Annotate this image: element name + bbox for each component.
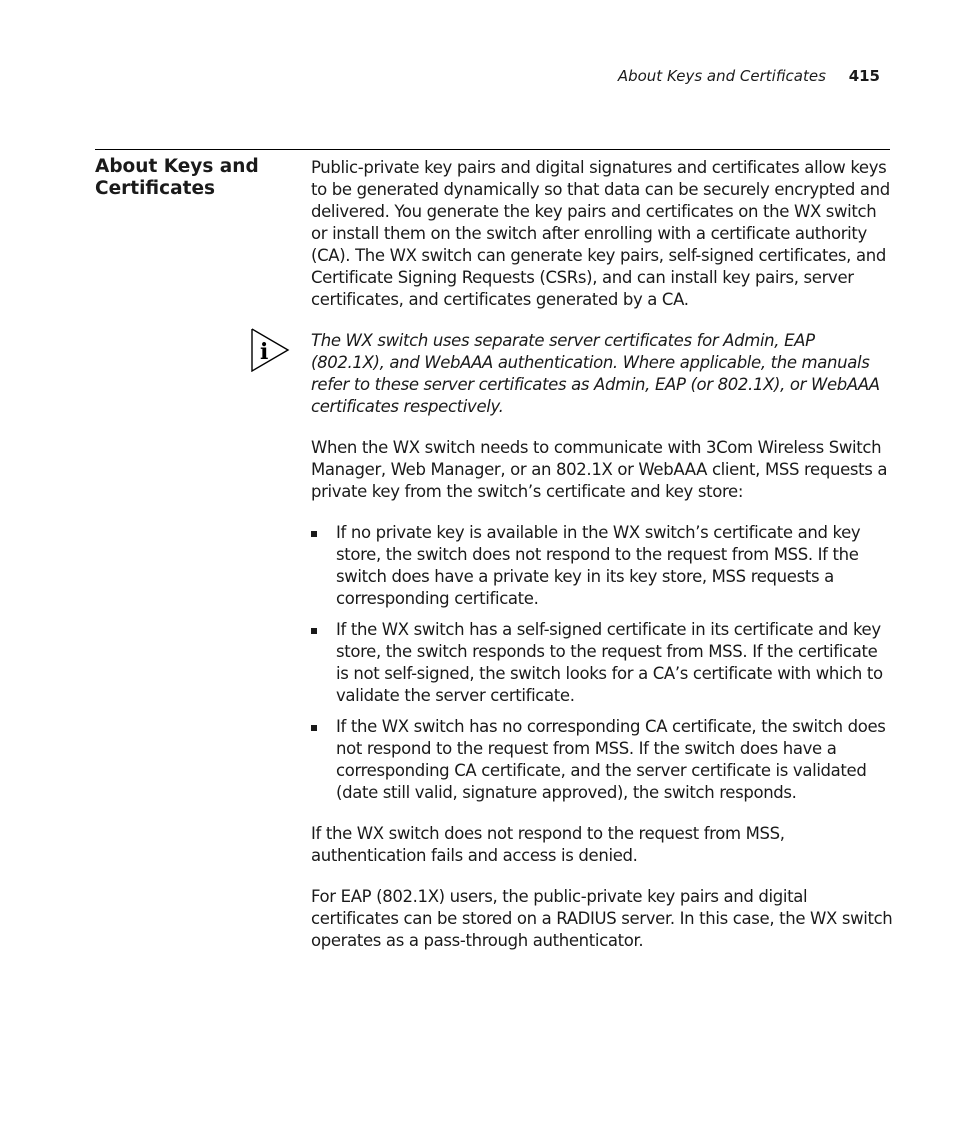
- list-item-text: If no private key is available in the WX switch’s certificate and key store, the switch does not respond to the request from MSS. If the switch does have a private key in its key store, MSS requests a corresponding certificate.: [336, 523, 861, 608]
- list-item: [311, 619, 893, 707]
- section-rule: [95, 149, 890, 150]
- failure-paragraph: If the WX switch does not respond to the request from MSS, authentication fails and access is denied.: [311, 824, 785, 865]
- request-paragraph: When the WX switch needs to communicate with 3Com Wireless Switch Manager, Web Manager, or an 802.1X or WebAAA client, MSS requests a private key from the switch’s certificate and key store:: [311, 438, 888, 501]
- bullet-list: [311, 522, 893, 804]
- bullet-square-icon: [311, 725, 317, 731]
- intro-paragraph: Public-private key pairs and digital signatures and certificates allow keys to be generated dynamically so that data can be securely encrypted and delivered. You generate the key pairs and certificates on the WX switch or install them on the switch after enrolling with a certificate authority (CA). The WX switch can generate key pairs, self-signed certificates, and Certificate Signing Requests (CSRs), and can install key pairs, server certificates, and certificates generated by a CA.: [311, 158, 890, 309]
- svg-text:i: i: [260, 339, 269, 365]
- section-body: [260, 157, 893, 971]
- eap-paragraph: For EAP (802.1X) users, the public-private key pairs and digital certificates can be stored on a RADIUS server. In this case, the WX switch operates as a pass-through authenticator.: [311, 887, 893, 950]
- page-number: 415: [848, 67, 880, 85]
- running-header: [618, 66, 880, 86]
- bullet-square-icon: [311, 531, 317, 537]
- note-block: [260, 330, 893, 418]
- info-note-icon: [251, 328, 291, 372]
- list-item: [311, 716, 893, 804]
- bullet-square-icon: [311, 628, 317, 634]
- list-item: [311, 522, 893, 610]
- note-text: The WX switch uses separate server certificates for Admin, EAP (802.1X), and WebAAA authentication. Where applicable, the manuals refer to these server certificates as Admin, EAP (or 802.1X), or WebAAA certificates respectively.: [311, 331, 880, 416]
- running-header-title: About Keys and Certificates: [617, 67, 826, 85]
- list-item-text: If the WX switch has a self-signed certificate in its certificate and key store, the switch responds to the request from MSS. If the certificate is not self-signed, the switch looks for a CA’s certificate with which to validate the server certificate.: [336, 620, 883, 705]
- list-item-text: If the WX switch has no corresponding CA certificate, the switch does not respond to the request from MSS. If the switch does have a corresponding CA certificate, and the server certificate is validated (date still valid, signature approved), the switch responds.: [336, 717, 886, 802]
- section-heading: About Keys and Certificates: [95, 156, 259, 199]
